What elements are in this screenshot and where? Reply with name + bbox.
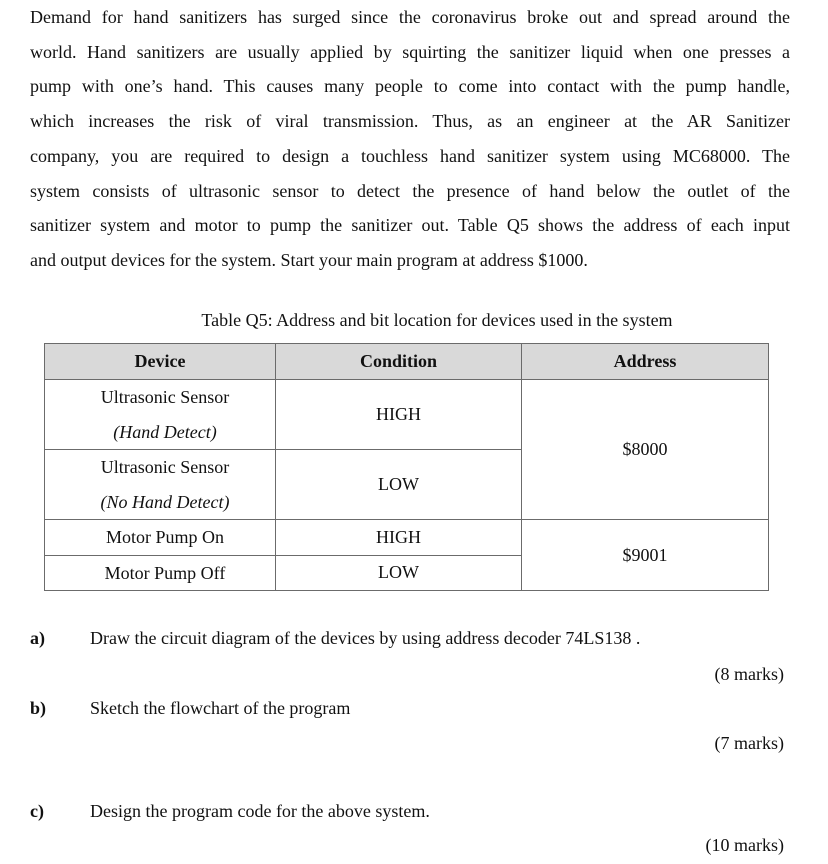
paragraph-line: which increases the risk of viral transmission. Thus, as an engineer at the AR Sanitizer	[30, 111, 790, 132]
question-a-text: Draw the circuit diagram of the devices by using address decoder 74LS138 .	[90, 628, 641, 648]
device-address-table	[44, 343, 769, 591]
table-caption: Table Q5: Address and bit location for devices used in the system	[201, 310, 673, 330]
paragraph-line: and output devices for the system. Start your main program at address $1000.	[30, 249, 588, 270]
device-name: Motor Pump On	[105, 527, 224, 547]
device-note: (Hand Detect)	[113, 421, 217, 442]
device-name: Ultrasonic Sensor	[100, 387, 230, 407]
question-b-marks: (7 marks)	[714, 733, 784, 753]
question-c-text: Design the program code for the above system.	[90, 801, 430, 821]
device-cell	[45, 450, 276, 520]
table-row	[45, 380, 769, 450]
device-cell	[45, 520, 276, 556]
device-note: (No Hand Detect)	[100, 491, 230, 512]
device-name: Motor Pump Off	[104, 562, 226, 583]
paragraph-line: system consists of ultrasonic sensor to detect the presence of hand below the outlet of the	[30, 180, 790, 201]
paragraph-line: pump with one’s hand. This causes many people to come into contact with the pump handle,	[30, 76, 790, 97]
table-header-row	[45, 344, 769, 380]
condition-cell: HIGH	[276, 520, 522, 556]
question-b-text: Sketch the flowchart of the program	[90, 698, 351, 718]
header-device: Device	[45, 344, 276, 380]
question-c-label: c)	[30, 801, 44, 821]
device-cell	[45, 380, 276, 450]
condition-cell: LOW	[276, 450, 522, 520]
address-cell: $9001	[522, 520, 769, 591]
condition-cell: HIGH	[276, 380, 522, 450]
question-b-label: b)	[30, 698, 47, 718]
condition-cell: LOW	[276, 555, 522, 591]
question-paragraph	[30, 0, 790, 278]
paragraph-line: Demand for hand sanitizers has surged since the coronavirus broke out and spread around the	[30, 7, 790, 27]
header-condition: Condition	[276, 344, 522, 380]
question-c-marks: (10 marks)	[705, 835, 784, 855]
device-cell	[45, 555, 276, 591]
table-row	[45, 520, 769, 556]
question-a-label: a)	[30, 628, 45, 648]
address-cell: $8000	[522, 380, 769, 520]
question-a-marks: (8 marks)	[714, 664, 784, 684]
paragraph-line: sanitizer system and motor to pump the sanitizer out. Table Q5 shows the address of each input	[30, 215, 790, 236]
header-address: Address	[522, 344, 769, 380]
device-name: Ultrasonic Sensor	[100, 457, 230, 477]
paragraph-line: company, you are required to design a touchless hand sanitizer system using MC68000. The	[30, 145, 790, 166]
paragraph-line: world. Hand sanitizers are usually applied by squirting the sanitizer liquid when one presses a	[30, 41, 790, 62]
